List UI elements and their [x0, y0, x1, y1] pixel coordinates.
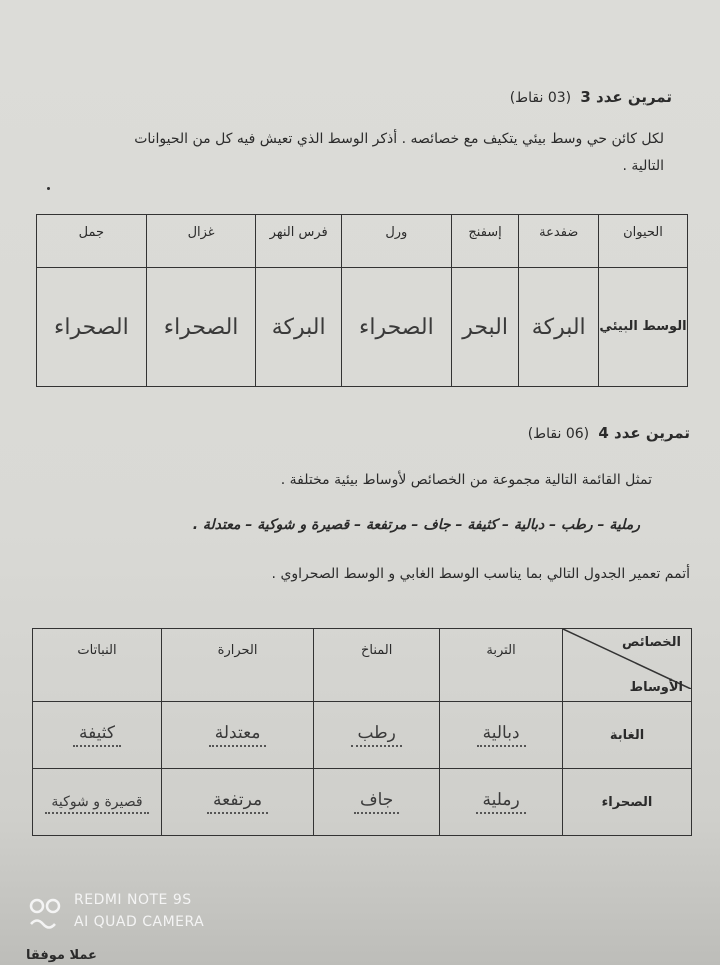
answer-text: دبالية [477, 723, 526, 747]
row-label-desert: الصحراء [563, 769, 692, 836]
corner-header-cell [563, 629, 692, 702]
column-header: التربة [440, 629, 563, 702]
table-row [33, 629, 692, 702]
column-header: النباتات [33, 629, 162, 702]
animals-habitat-table [36, 214, 688, 387]
footer-text: عملا موفقا [26, 948, 97, 963]
answer-cell [440, 702, 563, 769]
animal-cell: فرس النهر [256, 215, 342, 268]
answer-cell [440, 769, 563, 836]
environments-table [32, 628, 692, 836]
exercise3-points: (03 نقاط) [509, 90, 572, 106]
table-row [37, 268, 688, 387]
column-header: الحرارة [162, 629, 314, 702]
answer-cell: البركة [519, 268, 599, 387]
exercise4-title: تمرين عدد 4 [598, 424, 690, 442]
answer-cell [314, 769, 440, 836]
row-header-animal: الحيوان [599, 215, 688, 268]
answer-cell [33, 769, 162, 836]
answer-text: قصيرة و شوكية [45, 794, 148, 814]
answer-cell [314, 702, 440, 769]
exercise4-task: أتمم تعمير الجدول التالي بما يناسب الوسط الغابي و الوسط الصحراوي . [271, 566, 690, 582]
corner-label-properties: الخصائص [621, 635, 681, 650]
answer-cell: الصحراء [37, 268, 147, 387]
exercise4-heading [528, 424, 690, 442]
exercise4-points: (06 نقاط) [527, 426, 590, 442]
answer-cell: الصحراء [342, 268, 452, 387]
answer-text: جاف [354, 790, 399, 814]
exercise4-intro: تمثل القائمة التالية مجموعة من الخصائص لأوساط بيئية مختلفة . [280, 472, 652, 488]
exercise3-title: تمرين عدد 3 [580, 88, 672, 106]
stray-dot [47, 187, 50, 190]
answer-cell: البحر [451, 268, 519, 387]
camera-model: REDMI NOTE 9S [74, 892, 192, 908]
column-header: المناخ [314, 629, 440, 702]
table-row [33, 769, 692, 836]
corner-label-environments: الأوساط [629, 680, 683, 695]
animal-cell: جمل [37, 215, 147, 268]
row-label-forest: الغابة [563, 702, 692, 769]
answer-cell [162, 769, 314, 836]
row-label-habitat: الوسط البيئي [599, 268, 688, 387]
exercise3-instruction-line2: التالية . [622, 158, 664, 174]
camera-watermark [28, 892, 204, 936]
camera-label: AI QUAD CAMERA [74, 914, 205, 930]
answer-cell [162, 702, 314, 769]
table-row [33, 702, 692, 769]
answer-text: معتدلة [209, 723, 267, 747]
table-row [37, 215, 688, 268]
answer-cell: البركة [256, 268, 342, 387]
answer-text: رطب [351, 723, 401, 747]
exercise3-heading [510, 88, 672, 106]
answer-cell [33, 702, 162, 769]
answer-cell: الصحراء [146, 268, 256, 387]
exercise4-property-list: رملية – رطب – دبالية – كثيفة – جاف – مرتفعة – قصيرة و شوكية – معتدلة . [192, 517, 640, 533]
exercise3-instruction-line1: لكل كائن حي وسط بيئي يتكيف مع خصائصه . أذكر الوسط الذي تعيش فيه كل من الحيوانات [134, 131, 664, 147]
animal-cell: إسفنج [451, 215, 519, 268]
animal-cell: غزال [146, 215, 256, 268]
animal-cell: ورل [342, 215, 452, 268]
answer-text: كثيفة [73, 723, 121, 747]
answer-text: مرتفعة [207, 790, 268, 814]
answer-text: رملية [476, 790, 525, 814]
animal-cell: ضفدعة [519, 215, 599, 268]
